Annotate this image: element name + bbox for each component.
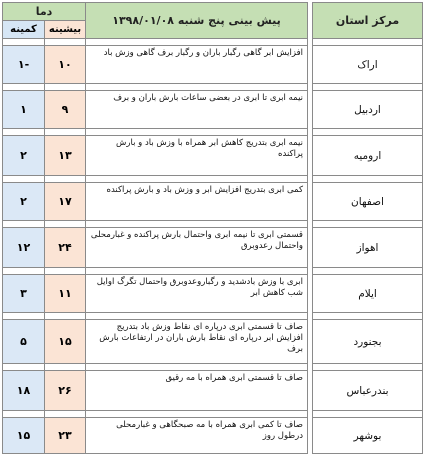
table-row [3,46,423,84]
forecast-text: صاف تا قسمتی ابری همراه با مه رقیق [86,371,308,411]
forecast-text: صاف تا کمی ابری همراه با مه صبحگاهی و غبارمحلی درطول روز [86,418,308,454]
table-row [3,418,423,454]
row-spacer [308,136,313,176]
table-row [3,136,423,176]
forecast-text: نیمه ابری تا ابری در بعضی ساعات بارش باران و برف [86,91,308,129]
row-gap [3,364,423,371]
row-gap [3,313,423,320]
row-gap [3,39,423,46]
row-spacer [308,228,313,268]
max-temp: ۱۰ [45,46,86,84]
city-name: بندرعباس [313,371,423,411]
min-temp: ۲ [3,136,45,176]
forecast-text: ابری با وزش بادشدید و رگباروعدوبرق واحتمال تگرگ اوایل شب کاهش ابر [86,275,308,313]
weather-forecast-table [2,2,423,454]
min-temp: ۱ [3,91,45,129]
city-name: اهواز [313,228,423,268]
header-spacer [308,3,313,39]
city-name: ارومیه [313,136,423,176]
row-spacer [308,46,313,84]
forecast-text: افزایش ابر گاهی رگبار باران و رگبار برف گاهی وزش باد [86,46,308,84]
max-temp: ۱۷ [45,183,86,221]
table-row [3,228,423,268]
max-temp: ۹ [45,91,86,129]
row-spacer [308,320,313,364]
row-gap [3,84,423,91]
row-gap [3,176,423,183]
min-temp: ۱۲ [3,228,45,268]
row-spacer [308,371,313,411]
row-spacer [308,91,313,129]
forecast-rows [3,39,423,454]
forecast-text: کمی ابری بتدریج افزایش ابر و وزش باد و بارش پراکنده [86,183,308,221]
province-center-header: مرکز استان [313,3,423,39]
row-spacer [308,418,313,454]
forecast-title-header: پیش بینی پنج شنبه ۱۳۹۸/۰۱/۰۸ [86,3,308,39]
min-temp: -۱ [3,46,45,84]
table-row [3,371,423,411]
city-name: اراک [313,46,423,84]
forecast-text: قسمتی ابری تا نیمه ابری واحتمال بارش پراکنده و غبارمحلی واحتمال رعدوبرق [86,228,308,268]
city-name: ایلام [313,275,423,313]
row-gap [3,221,423,228]
min-temp: ۵ [3,320,45,364]
row-spacer [308,183,313,221]
city-name: بوشهر [313,418,423,454]
table-row [3,91,423,129]
row-spacer [308,275,313,313]
forecast-table-container [2,2,422,454]
max-temp: ۱۳ [45,136,86,176]
min-temp-header: کمینه [3,21,45,39]
max-temp-header: بیشینه [45,21,86,39]
forecast-text: نیمه ابری بتدریج کاهش ابر همراه با وزش باد و بارش پراکنده [86,136,308,176]
table-row [3,275,423,313]
max-temp: ۲۴ [45,228,86,268]
table-row [3,183,423,221]
forecast-text: صاف تا قسمتی ابری درپاره ای نقاط وزش باد بتدریج افزایش ابر درپاره ای نقاط بارش باران در ارتفاعات بارش برف [86,320,308,364]
min-temp: ۲ [3,183,45,221]
min-temp: ۱۸ [3,371,45,411]
min-temp: ۳ [3,275,45,313]
table-row [3,320,423,364]
row-gap [3,129,423,136]
temperature-header: دما [3,3,86,21]
city-name: بجنورد [313,320,423,364]
max-temp: ۱۱ [45,275,86,313]
city-name: اردبیل [313,91,423,129]
max-temp: ۲۳ [45,418,86,454]
min-temp: ۱۵ [3,418,45,454]
row-gap [3,411,423,418]
city-name: اصفهان [313,183,423,221]
row-gap [3,268,423,275]
max-temp: ۲۶ [45,371,86,411]
max-temp: ۱۵ [45,320,86,364]
